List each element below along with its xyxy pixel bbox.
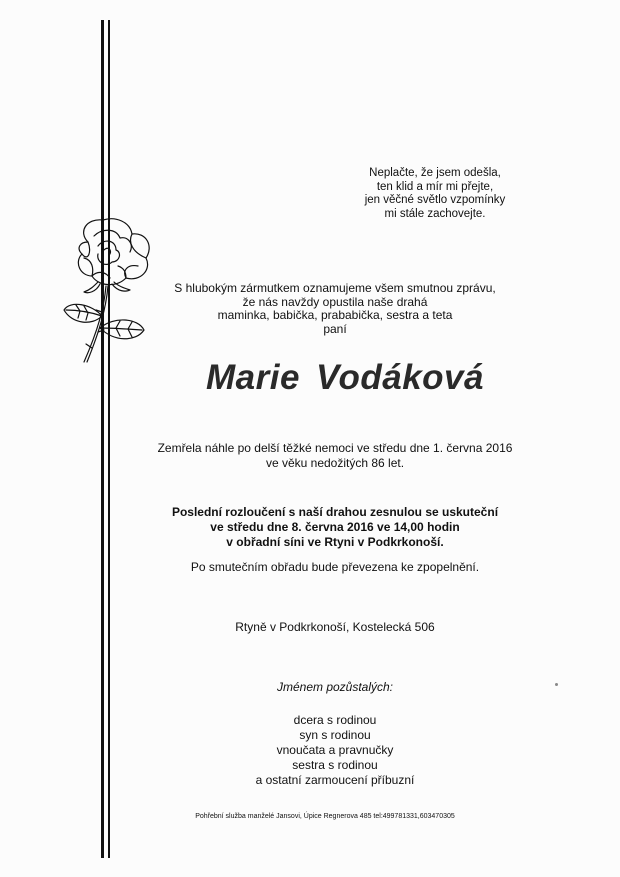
mourner-line: a ostatní zarmoucení příbuzní xyxy=(255,773,415,787)
mourner-line: dcera s rodinou xyxy=(293,713,377,727)
death-info-line: Zemřela náhle po delší těžké nemoci ve středu dne 1. června 2016 xyxy=(157,441,513,455)
mourner-line: sestra s rodinou xyxy=(292,758,378,772)
poem-line: Neplačte, že jsem odešla, xyxy=(369,167,501,179)
announcement xyxy=(150,282,520,336)
family-address: Rtyně v Podkrkonoší, Kostelecká 506 xyxy=(235,620,435,634)
funeral-info-line: Poslední rozloučení s naší drahou zesnulou se uskuteční xyxy=(171,505,499,519)
poem-line: mi stále zachovejte. xyxy=(384,207,486,220)
funeral-service-footer: Pohřební služba manželé Jansovi, Úpice Regnerova 485 tel:499781331,603470305 xyxy=(195,813,455,820)
announcement-line: S hlubokým zármutkem oznamujeme všem smutnou zprávu, xyxy=(174,281,496,295)
funeral-info-line: v obřadní síni ve Rtyni v Podkrkonoší. xyxy=(226,535,444,549)
poem-line: jen věčné světlo vzpomínky xyxy=(364,194,506,206)
cremation-note: Po smutečním obřadu bude převezena ke zpopelnění. xyxy=(190,560,480,574)
mourner-line: vnoučata a pravnučky xyxy=(276,743,394,757)
deceased-first-name: Marie xyxy=(206,358,300,397)
mourners-list xyxy=(150,713,520,788)
mourner-line: syn s rodinou xyxy=(299,728,371,742)
death-info-line: ve věku nedožitých 86 let. xyxy=(265,455,405,470)
funeral-info xyxy=(150,505,520,550)
deceased-name xyxy=(150,355,540,401)
announcement-line: paní xyxy=(323,321,347,336)
deceased-last-name: Vodáková xyxy=(315,358,484,397)
scan-speck xyxy=(555,683,558,686)
mourners-heading: Jménem pozůstalých: xyxy=(276,680,394,694)
announcement-line: že nás navždy opustila naše drahá xyxy=(242,294,428,309)
announcement-line: maminka, babička, prababička, sestra a teta xyxy=(217,308,453,322)
poem-line: ten klid a mír mi přejte, xyxy=(376,180,494,193)
vertical-rule-thin xyxy=(108,20,110,858)
death-info xyxy=(150,441,520,470)
funeral-info-line: ve středu dne 8. června 2016 ve 14,00 hodin xyxy=(210,520,460,534)
vertical-rule-thick xyxy=(101,20,104,858)
rose-icon xyxy=(58,212,160,372)
poem xyxy=(340,167,530,221)
